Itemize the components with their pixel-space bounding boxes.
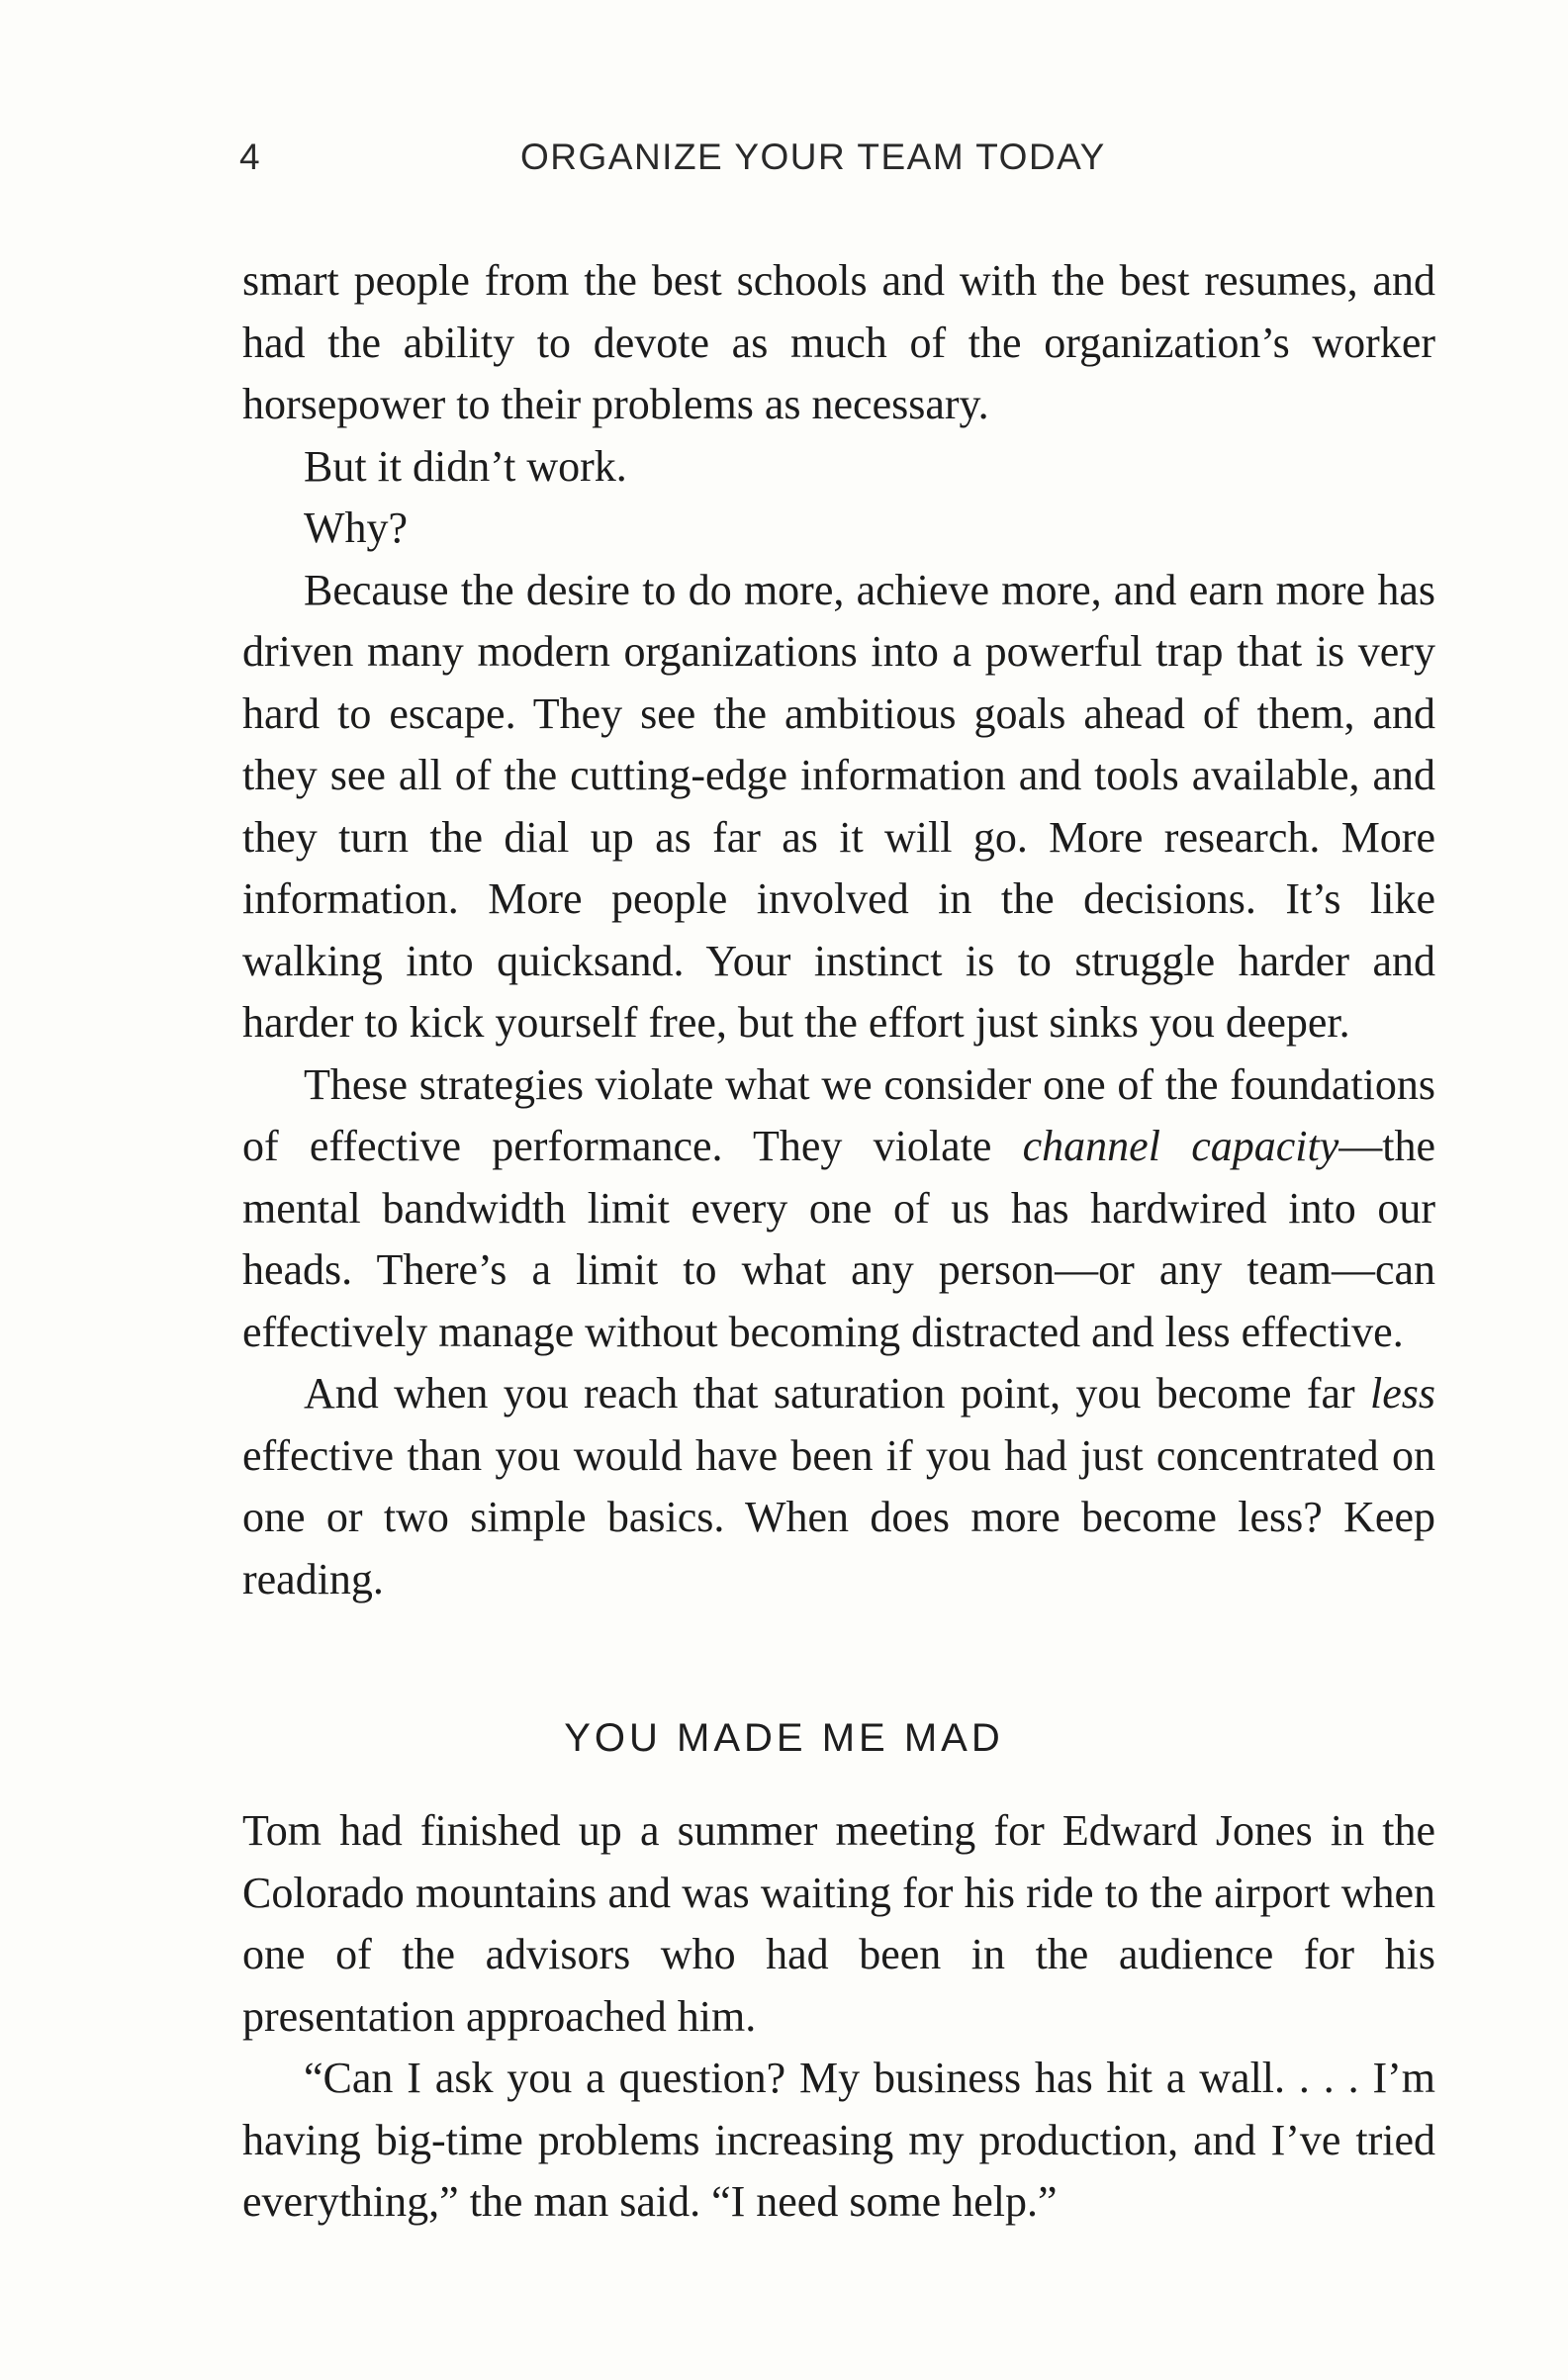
paragraph-continued: smart people from the best schools and with the best resumes, and had the ability to devote as much of the organization’s worker horsepower to their problems as necessary. [242, 256, 1435, 428]
paragraph-text: These strategies violate what we consider one of the foundations of effective performance. They violate [242, 1059, 1435, 1170]
paragraph-text: —the mental bandwidth limit every one of us has hardwired into our heads. There’s a limit to what any person—or any team—can effectively manage without becoming distracted and less effective. [242, 1122, 1435, 1356]
paragraph-tom-meeting: Tom had finished up a summer meeting for Edward Jones in the Colorado mountains and was waiting for his ride to the airport when one of the advisors who had been in the audience for his presentation approached him. [242, 1806, 1435, 2041]
emphasis-text: channel capacity [1022, 1122, 1339, 1170]
running-title: ORGANIZE YOUR TEAM TODAY [520, 137, 1106, 177]
paragraph-text: And when you reach that saturation point, you become far [304, 1369, 1370, 1418]
paragraph-but-it-didnt-work: But it didn’t work. [304, 441, 627, 491]
paragraph-channel-capacity [242, 1054, 1435, 1364]
paragraph-text: effective than you would have been if you had just concentrated on one or two simple basics. When does more become less? Keep reading. [242, 1430, 1435, 1603]
emphasis-text: less [1370, 1369, 1435, 1418]
paragraph-quote: “Can I ask you a question? My business has hit a wall. . . . I’m having big-time problems increasing my production, and I’ve tried everything,” the man said. “I need some help.” [242, 2054, 1435, 2226]
body-text [242, 250, 1435, 1610]
paragraph-because: Because the desire to do more, achieve more, and earn more has driven many modern organizations into a powerful trap that is very hard to escape. They see the ambitious goals ahead of them, and they see all of the cutting-edge information and tools available, and they turn the dial up as far as it will go. More research. More information. More people involved in the decisions. It’s like walking into quicksand. Your instinct is to struggle harder and harder to kick yourself free, but the effort just sinks you deeper. [242, 565, 1435, 1047]
paragraph-saturation-point [242, 1363, 1435, 1610]
section-heading: YOU MADE ME MAD [564, 1716, 1004, 1760]
page-number: 4 [239, 137, 261, 177]
paragraph-why: Why? [304, 503, 409, 552]
running-head [0, 137, 1568, 186]
section-text [242, 1800, 1435, 2234]
